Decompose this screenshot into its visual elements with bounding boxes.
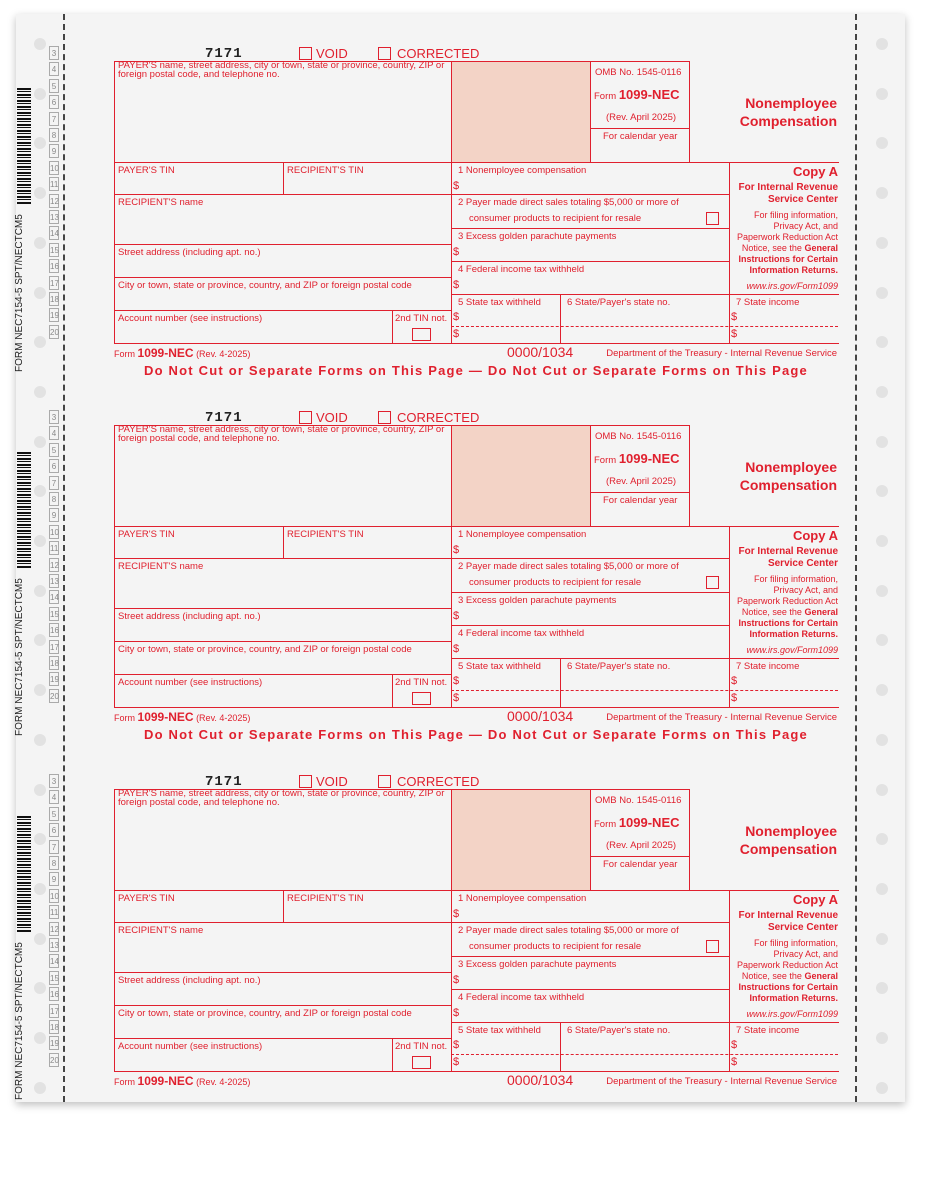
form-1099-nec bbox=[0, 774, 925, 1138]
line-number: 18 bbox=[49, 292, 59, 306]
recipient-name-label: RECIPIENT'S name bbox=[118, 561, 204, 572]
irs-link[interactable]: www.irs.gov/Form1099 bbox=[746, 645, 838, 655]
form-word: Form bbox=[114, 349, 135, 359]
box3-field[interactable] bbox=[451, 228, 730, 262]
box3-field[interactable] bbox=[451, 592, 730, 626]
tin-not-checkbox[interactable] bbox=[412, 1056, 431, 1069]
form-code-number: 7171 bbox=[205, 46, 243, 62]
line-number: 9 bbox=[49, 508, 59, 522]
line-number: 18 bbox=[49, 1020, 59, 1034]
box2-label: 2 Payer made direct sales totaling $5,000 or more of bbox=[458, 197, 679, 208]
box7-label: 7 State income bbox=[736, 297, 800, 308]
catalog-number: 0000/1034 bbox=[507, 708, 574, 724]
dollar-sign: $ bbox=[453, 675, 460, 687]
form-word: Form bbox=[594, 819, 617, 830]
dollar-sign: $ bbox=[731, 692, 738, 704]
box2-label: 2 Payer made direct sales totaling $5,000 or more of bbox=[458, 925, 679, 936]
dollar-sign: $ bbox=[453, 246, 460, 258]
omb-box bbox=[590, 789, 690, 857]
second-tin-notice bbox=[392, 674, 452, 708]
line-number: 19 bbox=[49, 1036, 59, 1050]
dollar-sign: $ bbox=[731, 328, 738, 340]
line-number: 19 bbox=[49, 308, 59, 322]
dollar-sign: $ bbox=[453, 1007, 460, 1019]
box3-label: 3 Excess golden parachute payments bbox=[458, 231, 617, 242]
line-number: 20 bbox=[49, 1053, 59, 1067]
line-number: 15 bbox=[49, 243, 59, 257]
box2-label: 2 Payer made direct sales totaling $5,000 or more of bbox=[458, 561, 679, 572]
line-number: 17 bbox=[49, 1004, 59, 1018]
copy-a-panel bbox=[729, 162, 839, 295]
dollar-sign: $ bbox=[453, 974, 460, 986]
form-name: 1099-NEC bbox=[618, 815, 680, 830]
shaded-box bbox=[451, 61, 591, 163]
box2-field bbox=[451, 558, 730, 593]
dollar-sign: $ bbox=[453, 692, 460, 704]
line-number: 12 bbox=[49, 558, 59, 572]
payer-tin-field[interactable] bbox=[114, 526, 284, 559]
line-number: 17 bbox=[49, 640, 59, 654]
line-number: 3 bbox=[49, 46, 59, 60]
barcode bbox=[17, 816, 31, 933]
line-number: 19 bbox=[49, 672, 59, 686]
payer-name-label: PAYER'S name, street address, city or town, state or province, country, ZIP or foreign postal code, and telephone no. bbox=[118, 788, 445, 808]
account-label: Account number (see instructions) bbox=[118, 677, 263, 688]
irs-link[interactable]: www.irs.gov/Form1099 bbox=[746, 281, 838, 291]
copy-info-bold: General Instructions for Certain Information Returns. bbox=[738, 243, 838, 275]
department-label: Department of the Treasury - Internal Revenue Service bbox=[606, 348, 837, 359]
street-address-field[interactable] bbox=[114, 972, 452, 1006]
line-number: 11 bbox=[49, 177, 59, 191]
street-label: Street address (including apt. no.) bbox=[118, 611, 261, 622]
recipient-name-field[interactable] bbox=[114, 194, 452, 245]
box6-label: 6 State/Payer's state no. bbox=[567, 661, 671, 672]
shaded-box bbox=[451, 425, 591, 527]
box2-label-2: consumer products to recipient for resale bbox=[469, 941, 642, 952]
copy-info: For filing information, Privacy Act, and Paperwork Reduction Act Notice, see the bbox=[736, 938, 838, 981]
dollar-sign: $ bbox=[731, 311, 738, 323]
omb-number: OMB No. 1545-0116 bbox=[595, 795, 682, 806]
line-number: 14 bbox=[49, 226, 59, 240]
line-number: 4 bbox=[49, 62, 59, 76]
dollar-sign: $ bbox=[453, 1056, 460, 1068]
line-number: 9 bbox=[49, 872, 59, 886]
corrected-label: CORRECTED bbox=[397, 410, 480, 425]
dollar-sign: $ bbox=[453, 544, 460, 556]
payer-name-label: PAYER'S name, street address, city or town, state or province, country, ZIP or foreign postal code, and telephone no. bbox=[118, 60, 445, 80]
box2-label-2: consumer products to recipient for resale bbox=[469, 213, 642, 224]
void-checkbox[interactable] bbox=[299, 47, 312, 60]
second-tin-notice bbox=[392, 1038, 452, 1072]
omb-box bbox=[590, 61, 690, 129]
box1-label: 1 Nonemployee compensation bbox=[458, 529, 587, 540]
recipient-name-field[interactable] bbox=[114, 922, 452, 973]
line-number: 13 bbox=[49, 574, 59, 588]
copy-subtitle: For Internal Revenue Service Center bbox=[738, 546, 838, 569]
line-number: 12 bbox=[49, 922, 59, 936]
box1-field[interactable] bbox=[451, 890, 730, 923]
form-1099-nec bbox=[0, 410, 925, 774]
recipient-name-field[interactable] bbox=[114, 558, 452, 609]
box7-label: 7 State income bbox=[736, 1025, 800, 1036]
street-address-field[interactable] bbox=[114, 608, 452, 642]
street-label: Street address (including apt. no.) bbox=[118, 975, 261, 986]
city-label: City or town, state or province, country, and ZIP or foreign postal code bbox=[118, 280, 412, 291]
copy-label: Copy A bbox=[792, 892, 838, 907]
box7-field[interactable] bbox=[729, 1022, 839, 1072]
box6-field[interactable] bbox=[560, 294, 730, 344]
revision: (Rev. April 2025) bbox=[606, 840, 677, 851]
box1-label: 1 Nonemployee compensation bbox=[458, 165, 587, 176]
barcode bbox=[17, 452, 31, 569]
form-name: 1099-NEC bbox=[618, 87, 680, 102]
copy-info: For filing information, Privacy Act, and Paperwork Reduction Act Notice, see the bbox=[736, 574, 838, 617]
line-number: 15 bbox=[49, 971, 59, 985]
line-number: 8 bbox=[49, 128, 59, 142]
box6-field[interactable] bbox=[560, 658, 730, 708]
do-not-cut-notice: Do Not Cut or Separate Forms on This Page — Do Not Cut or Separate Forms on This Page bbox=[144, 727, 808, 742]
box4-field[interactable] bbox=[451, 261, 730, 295]
box6-field[interactable] bbox=[560, 1022, 730, 1072]
box7-field[interactable] bbox=[729, 658, 839, 708]
payer-tin-field[interactable] bbox=[114, 162, 284, 195]
form-code: FORM NEC7154-5 SPT/NECTCM5 bbox=[14, 214, 25, 372]
corrected-checkbox[interactable] bbox=[378, 411, 391, 424]
line-number: 20 bbox=[49, 325, 59, 339]
line-number: 8 bbox=[49, 492, 59, 506]
dollar-sign: $ bbox=[453, 1039, 460, 1051]
line-number: 15 bbox=[49, 607, 59, 621]
form-title: Nonemployee Compensation bbox=[739, 95, 837, 129]
dollar-sign: $ bbox=[453, 279, 460, 291]
calendar-year-field[interactable] bbox=[590, 128, 690, 163]
revision: (Rev. April 2025) bbox=[606, 476, 677, 487]
box4-label: 4 Federal income tax withheld bbox=[458, 264, 585, 275]
box4-label: 4 Federal income tax withheld bbox=[458, 628, 585, 639]
box5-field[interactable] bbox=[451, 658, 561, 708]
revision-short: (Rev. 4-2025) bbox=[196, 349, 251, 359]
form-title: Nonemployee Compensation bbox=[739, 459, 837, 493]
box4-field[interactable] bbox=[451, 625, 730, 659]
box5-field[interactable] bbox=[451, 1022, 561, 1072]
box1-field[interactable] bbox=[451, 162, 730, 195]
line-number: 17 bbox=[49, 276, 59, 290]
form-1099-nec bbox=[0, 46, 925, 410]
account-label: Account number (see instructions) bbox=[118, 1041, 263, 1052]
form-name: 1099-NEC bbox=[137, 346, 194, 360]
line-number: 10 bbox=[49, 161, 59, 175]
box2-label-2: consumer products to recipient for resale bbox=[469, 577, 642, 588]
line-number: 10 bbox=[49, 889, 59, 903]
line-number: 16 bbox=[49, 987, 59, 1001]
dollar-sign: $ bbox=[453, 643, 460, 655]
corrected-label: CORRECTED bbox=[397, 46, 480, 61]
recipient-tin-label: RECIPIENT'S TIN bbox=[287, 529, 364, 540]
box6-label: 6 State/Payer's state no. bbox=[567, 1025, 671, 1036]
corrected-checkbox[interactable] bbox=[378, 47, 391, 60]
line-number: 5 bbox=[49, 79, 59, 93]
void-checkbox[interactable] bbox=[299, 775, 312, 788]
form-word: Form bbox=[114, 1077, 135, 1087]
dollar-sign: $ bbox=[453, 908, 460, 920]
void-checkbox[interactable] bbox=[299, 411, 312, 424]
box5-label: 5 State tax withheld bbox=[458, 661, 541, 672]
payer-name-field[interactable] bbox=[114, 789, 452, 891]
revision: (Rev. April 2025) bbox=[606, 112, 677, 123]
copy-a-panel bbox=[729, 526, 839, 659]
line-number: 8 bbox=[49, 856, 59, 870]
line-number: 6 bbox=[49, 95, 59, 109]
revision-short: (Rev. 4-2025) bbox=[196, 1077, 251, 1087]
account-number-field[interactable] bbox=[114, 310, 393, 344]
box5-label: 5 State tax withheld bbox=[458, 1025, 541, 1036]
line-number: 14 bbox=[49, 590, 59, 604]
line-number: 13 bbox=[49, 938, 59, 952]
line-number: 7 bbox=[49, 476, 59, 490]
box2-checkbox[interactable] bbox=[706, 940, 719, 953]
line-number: 3 bbox=[49, 774, 59, 788]
do-not-cut-notice: Do Not Cut or Separate Forms on This Page — Do Not Cut or Separate Forms on This Page bbox=[144, 363, 808, 378]
calendar-year-label: For calendar year bbox=[603, 131, 678, 142]
dollar-sign: $ bbox=[453, 610, 460, 622]
line-number: 20 bbox=[49, 689, 59, 703]
line-number: 3 bbox=[49, 410, 59, 424]
box7-label: 7 State income bbox=[736, 661, 800, 672]
form-word: Form bbox=[594, 455, 617, 466]
line-number: 5 bbox=[49, 443, 59, 457]
line-number: 16 bbox=[49, 623, 59, 637]
city-label: City or town, state or province, country, and ZIP or foreign postal code bbox=[118, 644, 412, 655]
line-number: 4 bbox=[49, 790, 59, 804]
account-number-field[interactable] bbox=[114, 674, 393, 708]
omb-number: OMB No. 1545-0116 bbox=[595, 67, 682, 78]
copy-info-bold: General Instructions for Certain Information Returns. bbox=[738, 971, 838, 1003]
box3-label: 3 Excess golden parachute payments bbox=[458, 959, 617, 970]
void-label: VOID bbox=[316, 774, 348, 789]
box5-label: 5 State tax withheld bbox=[458, 297, 541, 308]
tin-not-label: 2nd TIN not. bbox=[395, 1041, 448, 1052]
form-name: 1099-NEC bbox=[137, 1074, 194, 1088]
tin-not-label: 2nd TIN not. bbox=[395, 313, 448, 324]
copy-info: For filing information, Privacy Act, and Paperwork Reduction Act Notice, see the bbox=[736, 210, 838, 253]
box1-label: 1 Nonemployee compensation bbox=[458, 893, 587, 904]
payer-name-field[interactable] bbox=[114, 61, 452, 163]
recipient-name-label: RECIPIENT'S name bbox=[118, 197, 204, 208]
line-number: 18 bbox=[49, 656, 59, 670]
city-field[interactable] bbox=[114, 1005, 452, 1039]
payer-tin-label: PAYER'S TIN bbox=[118, 893, 175, 904]
box2-checkbox[interactable] bbox=[706, 212, 719, 225]
dollar-sign: $ bbox=[731, 1039, 738, 1051]
box2-checkbox[interactable] bbox=[706, 576, 719, 589]
payer-name-label: PAYER'S name, street address, city or town, state or province, country, ZIP or foreign postal code, and telephone no. bbox=[118, 424, 445, 444]
line-number: 11 bbox=[49, 541, 59, 555]
line-number: 13 bbox=[49, 210, 59, 224]
form-code: FORM NEC7154-5 SPT/NECTCM5 bbox=[14, 942, 25, 1100]
line-number: 4 bbox=[49, 426, 59, 440]
recipient-tin-field[interactable] bbox=[283, 526, 452, 559]
dollar-sign: $ bbox=[453, 328, 460, 340]
line-number: 12 bbox=[49, 194, 59, 208]
box6-label: 6 State/Payer's state no. bbox=[567, 297, 671, 308]
barcode bbox=[17, 88, 31, 205]
tin-not-checkbox[interactable] bbox=[412, 692, 431, 705]
box2-field bbox=[451, 922, 730, 957]
form-name: 1099-NEC bbox=[137, 710, 194, 724]
line-number: 10 bbox=[49, 525, 59, 539]
recipient-tin-field[interactable] bbox=[283, 890, 452, 923]
copy-info-bold: General Instructions for Certain Information Returns. bbox=[738, 607, 838, 639]
recipient-tin-label: RECIPIENT'S TIN bbox=[287, 893, 364, 904]
corrected-label: CORRECTED bbox=[397, 774, 480, 789]
payer-tin-label: PAYER'S TIN bbox=[118, 165, 175, 176]
dollar-sign: $ bbox=[731, 1056, 738, 1068]
form-word: Form bbox=[594, 91, 617, 102]
copy-a-panel bbox=[729, 890, 839, 1023]
box7-field[interactable] bbox=[729, 294, 839, 344]
line-number: 16 bbox=[49, 259, 59, 273]
calendar-year-label: For calendar year bbox=[603, 495, 678, 506]
box4-field[interactable] bbox=[451, 989, 730, 1023]
shaded-box bbox=[451, 789, 591, 891]
city-label: City or town, state or province, country, and ZIP or foreign postal code bbox=[118, 1008, 412, 1019]
form-name: 1099-NEC bbox=[618, 451, 680, 466]
line-number: 5 bbox=[49, 807, 59, 821]
form-code: FORM NEC7154-5 SPT/NECTCM5 bbox=[14, 578, 25, 736]
line-number: 7 bbox=[49, 112, 59, 126]
city-field[interactable] bbox=[114, 277, 452, 311]
recipient-tin-field[interactable] bbox=[283, 162, 452, 195]
omb-number: OMB No. 1545-0116 bbox=[595, 431, 682, 442]
line-number: 6 bbox=[49, 459, 59, 473]
copy-label: Copy A bbox=[792, 164, 838, 179]
catalog-number: 0000/1034 bbox=[507, 1072, 574, 1088]
line-number: 7 bbox=[49, 840, 59, 854]
copy-subtitle: For Internal Revenue Service Center bbox=[738, 182, 838, 205]
recipient-name-label: RECIPIENT'S name bbox=[118, 925, 204, 936]
line-number: 11 bbox=[49, 905, 59, 919]
payer-name-field[interactable] bbox=[114, 425, 452, 527]
calendar-year-field[interactable] bbox=[590, 856, 690, 891]
box3-label: 3 Excess golden parachute payments bbox=[458, 595, 617, 606]
second-tin-notice bbox=[392, 310, 452, 344]
copy-label: Copy A bbox=[792, 528, 838, 543]
calendar-year-field[interactable] bbox=[590, 492, 690, 527]
corrected-checkbox[interactable] bbox=[378, 775, 391, 788]
calendar-year-label: For calendar year bbox=[603, 859, 678, 870]
dollar-sign: $ bbox=[731, 675, 738, 687]
tin-not-checkbox[interactable] bbox=[412, 328, 431, 341]
dollar-sign: $ bbox=[453, 180, 460, 192]
void-label: VOID bbox=[316, 46, 348, 61]
box1-field[interactable] bbox=[451, 526, 730, 559]
line-number: 6 bbox=[49, 823, 59, 837]
payer-tin-label: PAYER'S TIN bbox=[118, 529, 175, 540]
copy-subtitle: For Internal Revenue Service Center bbox=[738, 910, 838, 933]
city-field[interactable] bbox=[114, 641, 452, 675]
line-number: 9 bbox=[49, 144, 59, 158]
street-label: Street address (including apt. no.) bbox=[118, 247, 261, 258]
street-address-field[interactable] bbox=[114, 244, 452, 278]
form-code-number: 7171 bbox=[205, 410, 243, 426]
dollar-sign: $ bbox=[453, 311, 460, 323]
recipient-tin-label: RECIPIENT'S TIN bbox=[287, 165, 364, 176]
form-word: Form bbox=[114, 713, 135, 723]
department-label: Department of the Treasury - Internal Revenue Service bbox=[606, 1076, 837, 1087]
form-title: Nonemployee Compensation bbox=[739, 823, 837, 857]
department-label: Department of the Treasury - Internal Revenue Service bbox=[606, 712, 837, 723]
box3-field[interactable] bbox=[451, 956, 730, 990]
box5-field[interactable] bbox=[451, 294, 561, 344]
tin-not-label: 2nd TIN not. bbox=[395, 677, 448, 688]
account-number-field[interactable] bbox=[114, 1038, 393, 1072]
line-number: 14 bbox=[49, 954, 59, 968]
omb-box bbox=[590, 425, 690, 493]
revision-short: (Rev. 4-2025) bbox=[196, 713, 251, 723]
box4-label: 4 Federal income tax withheld bbox=[458, 992, 585, 1003]
void-label: VOID bbox=[316, 410, 348, 425]
box2-field bbox=[451, 194, 730, 229]
account-label: Account number (see instructions) bbox=[118, 313, 263, 324]
payer-tin-field[interactable] bbox=[114, 890, 284, 923]
irs-link[interactable]: www.irs.gov/Form1099 bbox=[746, 1009, 838, 1019]
catalog-number: 0000/1034 bbox=[507, 344, 574, 360]
form-code-number: 7171 bbox=[205, 774, 243, 790]
